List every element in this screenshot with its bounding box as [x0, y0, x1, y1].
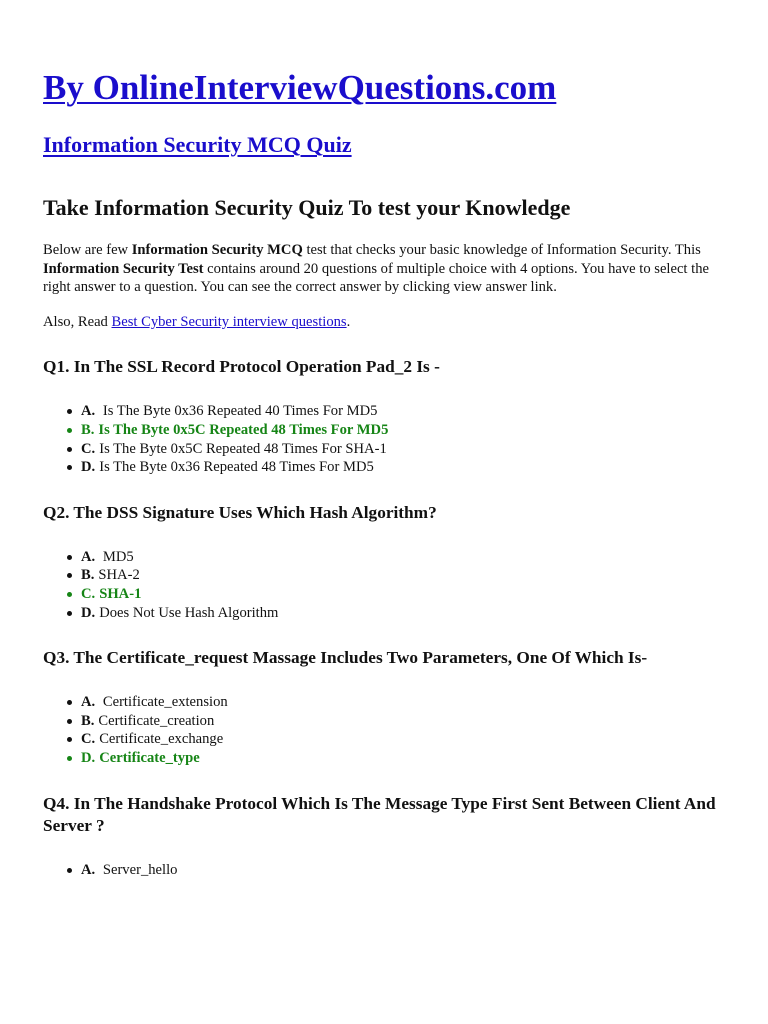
- bullet-icon: [67, 611, 72, 616]
- site-title-link[interactable]: By OnlineInterviewQuestions.com: [43, 68, 557, 107]
- option-text: MD5: [99, 548, 134, 565]
- option-letter: B.: [81, 421, 95, 438]
- option-letter: C.: [81, 731, 96, 748]
- intro-bold-2: Information Security Test: [43, 260, 204, 277]
- option-text: Certificate_type: [99, 749, 200, 766]
- intro-paragraph: [43, 241, 725, 297]
- option-item[interactable]: [43, 440, 725, 459]
- bullet-icon: [67, 737, 72, 742]
- option-text: Is The Byte 0x5C Repeated 48 Times For MD5: [98, 421, 389, 438]
- option-item[interactable]: [43, 548, 725, 567]
- bullet-icon: [67, 555, 72, 560]
- also-read-paragraph: [43, 313, 725, 332]
- bullet-icon: [67, 409, 72, 414]
- option-letter: B.: [81, 712, 95, 729]
- option-letter: C.: [81, 585, 96, 602]
- option-letter: A.: [81, 861, 96, 878]
- option-text: Certificate_extension: [99, 694, 228, 711]
- option-text: Is The Byte 0x36 Repeated 40 Times For MD5: [99, 403, 378, 420]
- option-text: Certificate_exchange: [99, 731, 224, 748]
- option-item-correct[interactable]: [43, 585, 725, 604]
- options-list: [43, 693, 725, 767]
- bullet-icon: [67, 700, 72, 705]
- intro-text-2: test that checks your basic knowledge of Information Security. This: [302, 242, 701, 258]
- page-subtitle: Take Information Security Quiz To test your Knowledge: [43, 195, 571, 220]
- options-list: [43, 402, 725, 476]
- question-title: Q3. The Certificate_request Massage Includes Two Parameters, One Of Which Is-: [43, 648, 648, 668]
- also-read-prefix: Also, Read: [43, 313, 112, 330]
- option-text: Certificate_creation: [98, 712, 215, 729]
- option-item[interactable]: [43, 861, 725, 880]
- options-list: [43, 861, 725, 880]
- option-text: SHA-1: [99, 585, 142, 602]
- bullet-icon: [67, 428, 72, 433]
- option-item[interactable]: [43, 402, 725, 421]
- intro-text-3: contains around 20 questions of multiple choice with 4 options. You have to select the right answer to a question. You can see the correct answer by clicking view answer link.: [43, 260, 709, 296]
- intro-bold-1: Information Security MCQ: [131, 242, 303, 258]
- bullet-icon: [67, 592, 72, 597]
- bullet-icon: [67, 719, 72, 724]
- question-title: Q2. The DSS Signature Uses Which Hash Algorithm?: [43, 502, 437, 522]
- option-letter: D.: [81, 459, 96, 476]
- option-letter: B.: [81, 567, 95, 584]
- option-letter: A.: [81, 548, 96, 565]
- option-letter: D.: [81, 604, 96, 621]
- bullet-icon: [67, 756, 72, 761]
- bullet-icon: [67, 573, 72, 578]
- intro-text-1: Below are few: [43, 242, 132, 258]
- option-item-correct[interactable]: [43, 749, 725, 768]
- option-item[interactable]: [43, 730, 725, 749]
- question-title: Q1. In The SSL Record Protocol Operation Pad_2 Is -: [43, 357, 440, 377]
- question-title: Q4. In The Handshake Protocol Which Is The Message Type First Sent Between Client And Server ?: [43, 793, 716, 835]
- option-text: SHA-2: [98, 567, 140, 584]
- also-read-suffix: .: [346, 313, 351, 330]
- option-item[interactable]: [43, 693, 725, 712]
- quiz-title-link[interactable]: Information Security MCQ Quiz: [43, 132, 352, 157]
- option-item[interactable]: [43, 712, 725, 731]
- option-letter: C.: [81, 440, 96, 457]
- option-letter: A.: [81, 694, 96, 711]
- bullet-icon: [67, 868, 72, 873]
- option-item[interactable]: [43, 458, 725, 477]
- bullet-icon: [67, 465, 72, 470]
- option-text: Is The Byte 0x5C Repeated 48 Times For SHA-1: [99, 440, 387, 457]
- option-letter: A.: [81, 403, 96, 420]
- option-text: Does Not Use Hash Algorithm: [99, 604, 279, 621]
- option-item[interactable]: [43, 566, 725, 585]
- options-list: [43, 548, 725, 622]
- option-item-correct[interactable]: [43, 421, 725, 440]
- bullet-icon: [67, 447, 72, 452]
- option-letter: D.: [81, 749, 96, 766]
- option-text: Is The Byte 0x36 Repeated 48 Times For MD5: [99, 459, 374, 476]
- cyber-security-link[interactable]: Best Cyber Security interview questions: [111, 313, 347, 330]
- option-item[interactable]: [43, 604, 725, 623]
- option-text: Server_hello: [99, 861, 178, 878]
